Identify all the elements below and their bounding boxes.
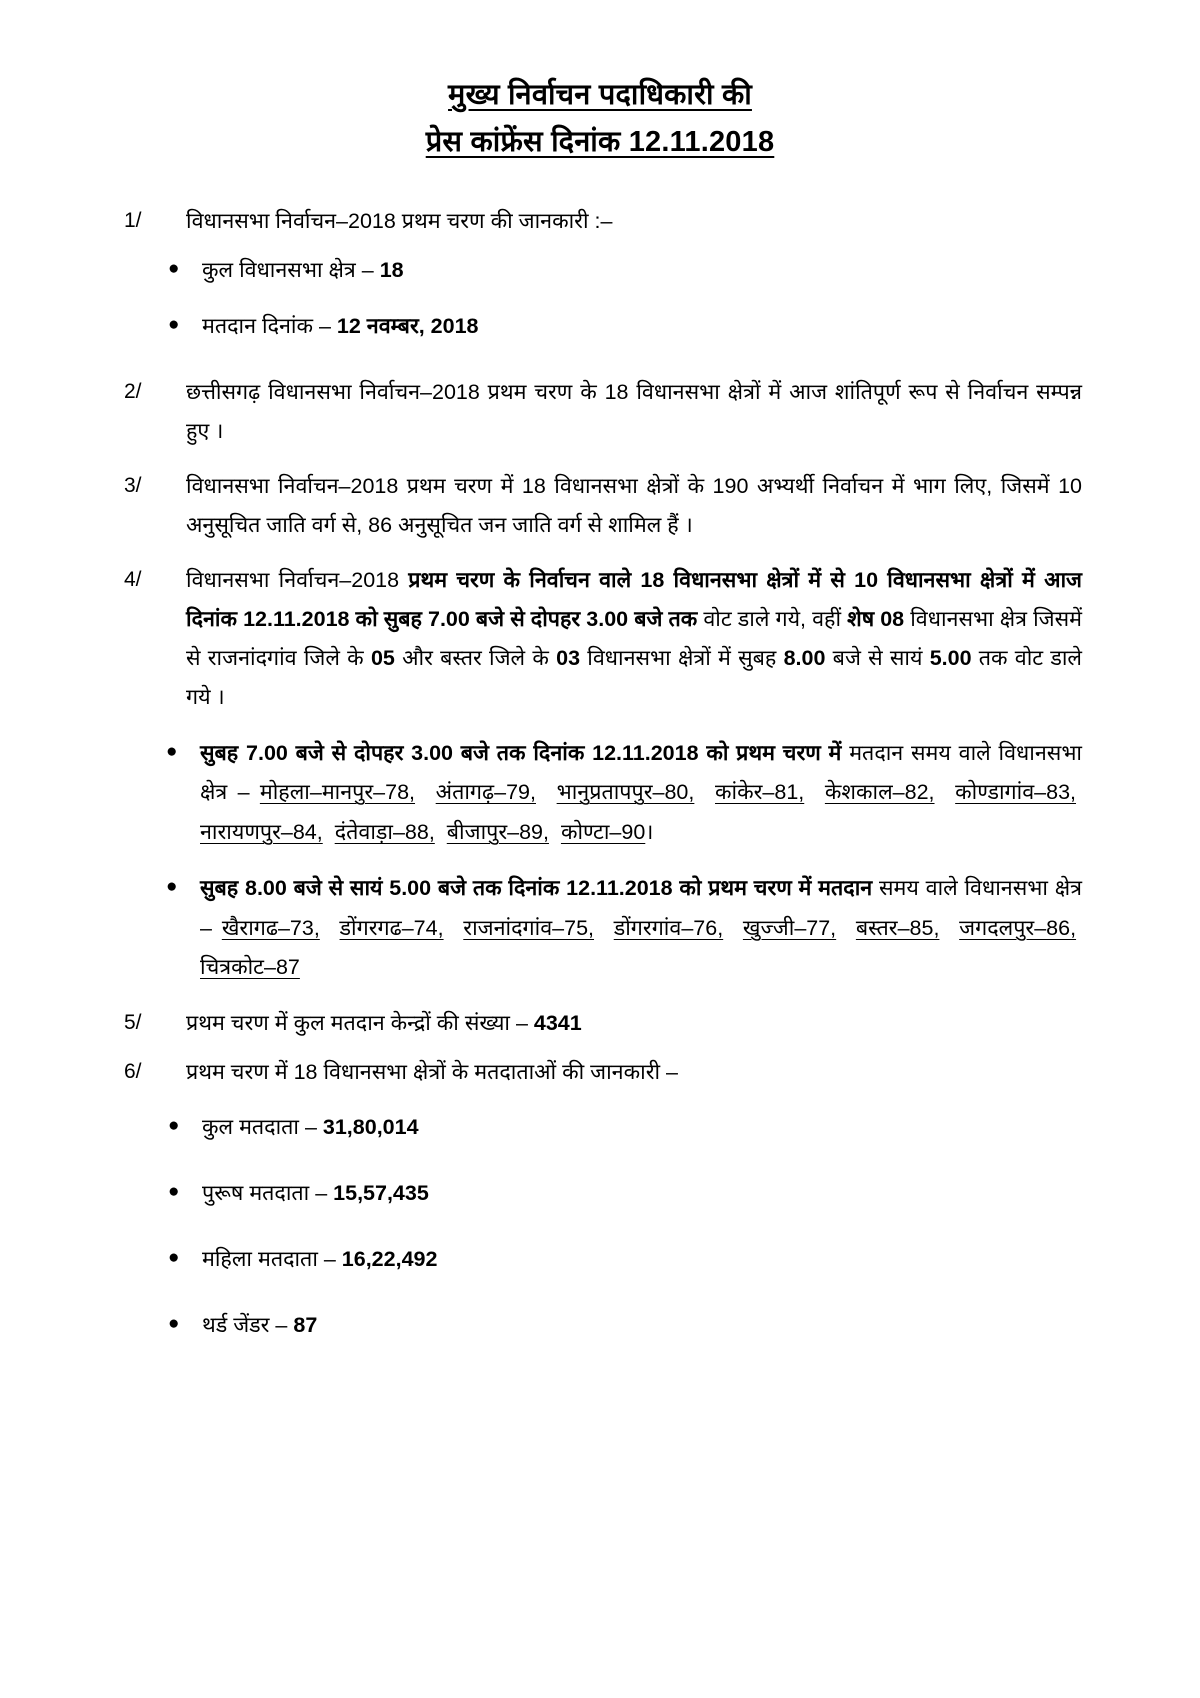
bullet-label: पुरूष मतदाता – xyxy=(202,1181,334,1206)
sentence-terminator: । xyxy=(645,820,654,845)
constituency-item: दंतेवाड़ा–88, xyxy=(334,820,435,845)
title-line-2 xyxy=(118,119,1082,166)
item4-seg-bold-1: प्रथम चरण के निर्वाचन वाले 18 विधानसभा क्षेत्रों में से 10 विधानसभा क्षेत्रों में आज दिनांक 12.11.2018 को सुबह 7.00 बजे से दोपहर 3.00 बजे तक xyxy=(186,568,1082,632)
bullet-label: कुल विधानसभा क्षेत्र – xyxy=(202,258,380,283)
item-text: विधानसभा निर्वाचन–2018 प्रथम चरण में 18 विधानसभा क्षेत्रों के 190 अभ्यर्थी निर्वाचन में भाग लिए, जिसमें 10 अनुसूचित जाति वर्ग से, 86 अनुसूचित जन जाति वर्ग से शामिल हैं । xyxy=(186,473,1082,537)
bullet-icon: ● xyxy=(168,258,180,280)
item4-seg-normal-4: और बस्तर जिले के xyxy=(402,646,557,671)
item4-seg-normal-2: वोट डाले गये, वहीं xyxy=(703,607,848,632)
bullet-icon: ● xyxy=(166,875,178,897)
list-item xyxy=(118,1174,1082,1214)
constituency-item: चित्रकोट–87 xyxy=(200,955,300,980)
bullet-icon: ● xyxy=(168,313,180,335)
item-number: 4/ xyxy=(124,568,142,592)
item4-seg-normal-7: तक वोट डाले गये । xyxy=(186,646,1083,710)
list-item xyxy=(118,1240,1082,1280)
list-item-4 xyxy=(118,561,1082,718)
lead-normal: समय वाले विधानसभा क्षेत्र – xyxy=(200,875,1082,940)
constituency-item: भानुप्रतापपुर–80, xyxy=(556,780,695,805)
list-item-1 xyxy=(118,202,1082,241)
bullet-text xyxy=(202,1306,1082,1346)
bullet-text xyxy=(200,734,1082,853)
bullet-label: कुल मतदाता – xyxy=(202,1115,323,1140)
list-item xyxy=(118,1108,1082,1148)
item-number: 1/ xyxy=(124,208,142,232)
constituency-item: जगदलपुर–86, xyxy=(959,915,1077,940)
item4-seg-normal-5: विधानसभा क्षेत्रों में सुबह xyxy=(587,646,784,671)
bullet-value: 87 xyxy=(293,1312,318,1337)
constituency-item: खुज्जी–77, xyxy=(742,915,837,940)
document-title xyxy=(118,72,1082,166)
item-text xyxy=(186,1004,1082,1043)
bullet-icon: ● xyxy=(166,740,178,762)
item4-seg-normal-1: विधानसभा निर्वाचन–2018 xyxy=(186,568,409,593)
lead-normal: मतदान समय वाले विधानसभा क्षेत्र – xyxy=(200,740,1083,805)
constituency-item: राजनांदगांव–75, xyxy=(463,915,595,940)
item-text: प्रथम चरण में 18 विधानसभा क्षेत्रों के मतदाताओं की जानकारी – xyxy=(186,1060,678,1085)
bullet-value: 12 नवम्बर, 2018 xyxy=(336,313,479,338)
item-text: विधानसभा निर्वाचन–2018 प्रथम चरण की जानकारी :– xyxy=(186,208,613,233)
list-item xyxy=(118,307,1082,347)
item5-label: प्रथम चरण में कुल मतदान केन्द्रों की संख्या – xyxy=(186,1011,534,1036)
constituency-item: डोंगरगढ–74, xyxy=(339,915,444,940)
constituency-item: केशकाल–82, xyxy=(824,780,935,805)
title-line-2-text: प्रेस कांफ्रेंस दिनांक 12.11.2018 xyxy=(425,125,775,158)
lead-bold: सुबह 8.00 बजे से सायं 5.00 बजे तक दिनांक 12.11.2018 को प्रथम चरण में मतदान xyxy=(200,875,879,900)
item-text: छत्तीसगढ़ विधानसभा निर्वाचन–2018 प्रथम चरण के 18 विधानसभा क्षेत्रों में आज शांतिपूर्ण रूप से निर्वाचन सम्पन्न हुए । xyxy=(186,379,1082,443)
list-item-3 xyxy=(118,467,1082,545)
item-number: 6/ xyxy=(124,1060,142,1084)
constituency-item: डोंगरगांव–76, xyxy=(613,915,724,940)
list-item xyxy=(118,251,1082,291)
bullet-text xyxy=(202,1174,1082,1214)
bullet-icon: ● xyxy=(168,1312,180,1334)
bullet-text xyxy=(202,307,1082,347)
item-text xyxy=(186,561,1082,718)
bullet-value: 18 xyxy=(379,258,404,283)
bullet-value: 15,57,435 xyxy=(333,1181,429,1206)
item4-seg-bold-4: 03 xyxy=(556,646,588,671)
constituency-item: कांकेर–81, xyxy=(715,780,805,805)
item4-seg-normal-6: बजे से सायं xyxy=(832,646,930,671)
bullet-value: 16,22,492 xyxy=(341,1246,438,1271)
constituency-item: बीजापुर–89, xyxy=(446,820,549,845)
bullet-icon: ● xyxy=(168,1115,180,1137)
item4-seg-normal-3: विधानसभा क्षेत्र जिसमें से राजनांदगांव जिले के xyxy=(186,607,1082,671)
item-number: 3/ xyxy=(124,473,142,497)
bullet-label: मतदान दिनांक – xyxy=(202,313,337,338)
title-line-1 xyxy=(118,72,1082,119)
bullet-label: महिला मतदाता – xyxy=(202,1246,342,1271)
constituency-item: खैरागढ–73, xyxy=(221,915,320,940)
constituency-item: मोहला–मानपुर–78, xyxy=(259,780,416,805)
constituency-item: कोण्डागांव–83, xyxy=(955,780,1077,805)
bullet-text xyxy=(202,1108,1082,1148)
bullet-text xyxy=(202,251,1082,291)
list-item xyxy=(118,1306,1082,1346)
bullet-icon: ● xyxy=(168,1181,180,1203)
list-item-5 xyxy=(118,1004,1082,1043)
item4-seg-bold-5: 8.00 xyxy=(783,646,833,671)
lead-bold: सुबह 7.00 बजे से दोपहर 3.00 बजे तक दिनांक 12.11.2018 को प्रथम चरण में xyxy=(200,740,850,765)
constituency-item: कोण्टा–90 xyxy=(560,820,646,845)
item-number: 2/ xyxy=(124,379,142,403)
list-item-2 xyxy=(118,373,1082,451)
list-item-morning-8 xyxy=(118,869,1082,988)
bullet-label: थर्ड जेंडर – xyxy=(202,1312,294,1337)
title-line-1-text: मुख्य निर्वाचन पदाधिकारी की xyxy=(448,79,752,111)
item-number: 5/ xyxy=(124,1011,142,1035)
item4-seg-bold-3: 05 xyxy=(370,646,403,671)
bullet-value: 31,80,014 xyxy=(322,1115,419,1140)
constituency-item: बस्तर–85, xyxy=(855,915,940,940)
constituency-item: नारायणपुर–84, xyxy=(200,820,323,845)
bullet-icon: ● xyxy=(168,1246,180,1268)
bullet-text xyxy=(202,1240,1082,1280)
item5-value: 4341 xyxy=(533,1011,582,1036)
bullet-text xyxy=(200,869,1082,988)
item4-seg-bold-6: 5.00 xyxy=(929,646,979,671)
constituency-item: अंतागढ़–79, xyxy=(435,780,536,805)
list-item-morning-7 xyxy=(118,734,1082,853)
list-item-6 xyxy=(118,1053,1082,1092)
item4-seg-bold-2: शेष 08 xyxy=(847,607,911,632)
